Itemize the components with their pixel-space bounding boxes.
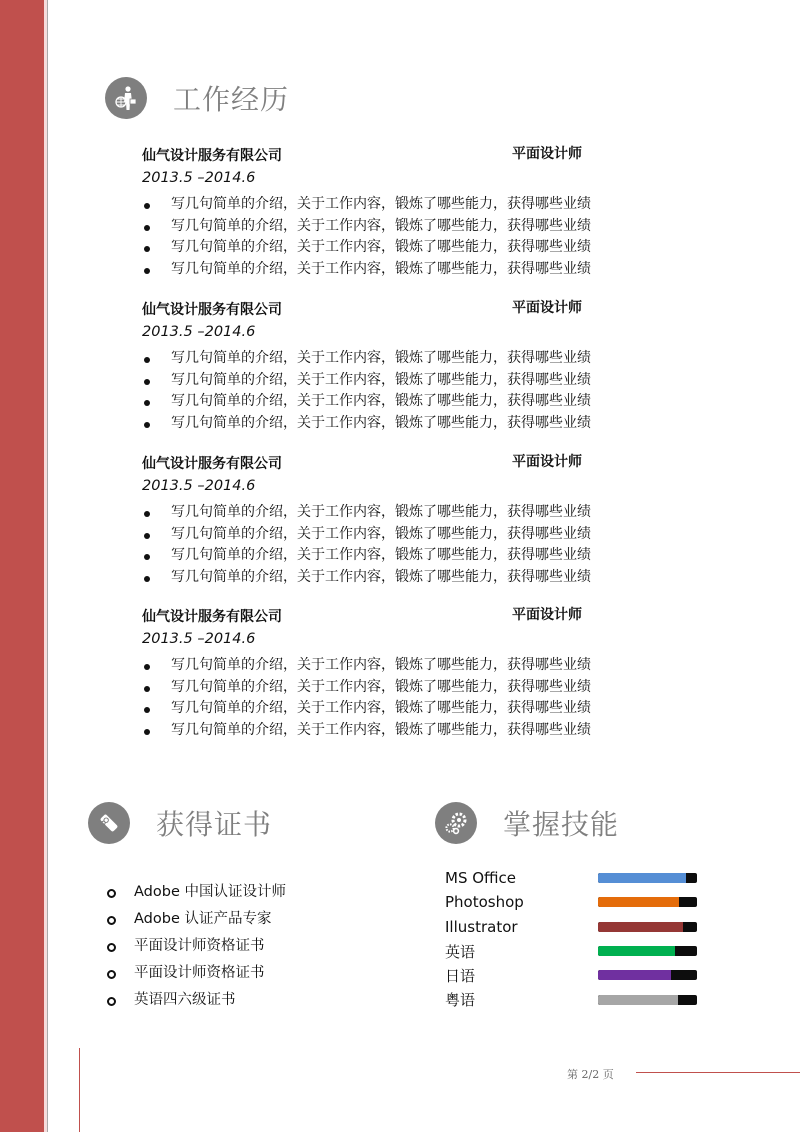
job-bullet: 写几句简单的介绍，关于工作内容，锻炼了哪些能力，获得哪些业绩: [142, 370, 622, 392]
company-name: 仙气设计服务有限公司: [142, 456, 282, 472]
work-section-title: 工作经历: [173, 83, 290, 116]
job-bullet: 写几句简单的介绍，关于工作内容，锻炼了哪些能力，获得哪些业绩: [142, 720, 622, 742]
certificate-item: Adobe 认证产品专家: [107, 906, 286, 933]
skill-name: Photoshop: [445, 893, 524, 912]
job-entry: [142, 299, 622, 434]
job-bullet: 写几句简单的介绍，关于工作内容，锻炼了哪些能力，获得哪些业绩: [142, 259, 622, 281]
job-bullet: 写几句简单的介绍，关于工作内容，锻炼了哪些能力，获得哪些业绩: [142, 698, 622, 720]
skill-level-bar: [598, 897, 697, 907]
certificate-item: 平面设计师资格证书: [107, 933, 286, 960]
page-number: 第 2/2 页: [567, 1068, 614, 1081]
company-name: 仙气设计服务有限公司: [142, 609, 282, 625]
job-bullets: [142, 502, 622, 588]
job-bullet: 写几句简单的介绍，关于工作内容，锻炼了哪些能力，获得哪些业绩: [142, 237, 622, 259]
job-bullets: [142, 655, 622, 741]
skill-level-bar: [598, 922, 697, 932]
skill-row: [445, 915, 705, 939]
job-period: 2013.5 –2014.6: [142, 631, 256, 647]
job-entry: [142, 145, 622, 280]
work-section-header: [105, 77, 289, 119]
skill-row: [445, 987, 705, 1011]
job-position: 平面设计师: [512, 300, 582, 316]
skill-name: MS Office: [445, 869, 517, 888]
job-entry: [142, 606, 622, 741]
skill-level-fill: [598, 897, 679, 907]
skill-row: [445, 866, 705, 890]
skill-row: [445, 939, 705, 963]
skill-level-fill: [598, 873, 686, 883]
skill-level-fill: [598, 970, 671, 980]
job-position: 平面设计师: [512, 607, 582, 623]
certificate-item: 平面设计师资格证书: [107, 960, 286, 987]
skill-row: [445, 890, 705, 914]
skills-list: [445, 866, 705, 1012]
certificates-list: [107, 879, 286, 1014]
diploma-icon: [88, 802, 130, 844]
job-period: 2013.5 –2014.6: [142, 170, 256, 186]
footer-vertical-rule: [79, 1048, 80, 1132]
job-bullet: 写几句简单的介绍，关于工作内容，锻炼了哪些能力，获得哪些业绩: [142, 567, 622, 589]
skill-level-bar: [598, 995, 697, 1005]
job-bullet: 写几句简单的介绍，关于工作内容，锻炼了哪些能力，获得哪些业绩: [142, 502, 622, 524]
job-bullet: 写几句简单的介绍，关于工作内容，锻炼了哪些能力，获得哪些业绩: [142, 677, 622, 699]
job-position: 平面设计师: [512, 454, 582, 470]
left-band-divider: [47, 0, 48, 1132]
job-bullet: 写几句简单的介绍，关于工作内容，锻炼了哪些能力，获得哪些业绩: [142, 545, 622, 567]
certificates-section-title: 获得证书: [156, 808, 273, 841]
skill-level-fill: [598, 922, 683, 932]
skill-level-bar: [598, 970, 697, 980]
skills-section-header: [435, 802, 619, 844]
left-accent-band: [0, 0, 44, 1132]
certificate-item: 英语四六级证书: [107, 987, 286, 1014]
certificates-section-header: [88, 802, 272, 844]
skill-level-bar: [598, 946, 697, 956]
job-position: 平面设计师: [512, 146, 582, 162]
skill-level-fill: [598, 946, 675, 956]
footer-horizontal-rule: [636, 1072, 800, 1073]
job-entry: [142, 453, 622, 588]
job-bullet: 写几句简单的介绍，关于工作内容，锻炼了哪些能力，获得哪些业绩: [142, 655, 622, 677]
job-period: 2013.5 –2014.6: [142, 324, 256, 340]
skill-name: 日语: [445, 966, 476, 985]
job-bullets: [142, 348, 622, 434]
businessman-globe-icon: [105, 77, 147, 119]
job-bullet: 写几句简单的介绍，关于工作内容，锻炼了哪些能力，获得哪些业绩: [142, 348, 622, 370]
job-bullet: 写几句简单的介绍，关于工作内容，锻炼了哪些能力，获得哪些业绩: [142, 413, 622, 435]
job-bullet: 写几句简单的介绍，关于工作内容，锻炼了哪些能力，获得哪些业绩: [142, 524, 622, 546]
skill-level-bar: [598, 873, 697, 883]
job-period: 2013.5 –2014.6: [142, 478, 256, 494]
company-name: 仙气设计服务有限公司: [142, 302, 282, 318]
job-bullet: 写几句简单的介绍，关于工作内容，锻炼了哪些能力，获得哪些业绩: [142, 216, 622, 238]
gears-icon: [435, 802, 477, 844]
certificate-item: Adobe 中国认证设计师: [107, 879, 286, 906]
company-name: 仙气设计服务有限公司: [142, 148, 282, 164]
skill-level-fill: [598, 995, 678, 1005]
skill-name: 英语: [445, 942, 476, 961]
skill-name: Illustrator: [445, 917, 518, 936]
skill-name: 粤语: [445, 991, 476, 1010]
skill-row: [445, 963, 705, 987]
job-bullet: 写几句简单的介绍，关于工作内容，锻炼了哪些能力，获得哪些业绩: [142, 391, 622, 413]
job-bullets: [142, 194, 622, 280]
skills-section-title: 掌握技能: [503, 808, 620, 841]
job-bullet: 写几句简单的介绍，关于工作内容，锻炼了哪些能力，获得哪些业绩: [142, 194, 622, 216]
